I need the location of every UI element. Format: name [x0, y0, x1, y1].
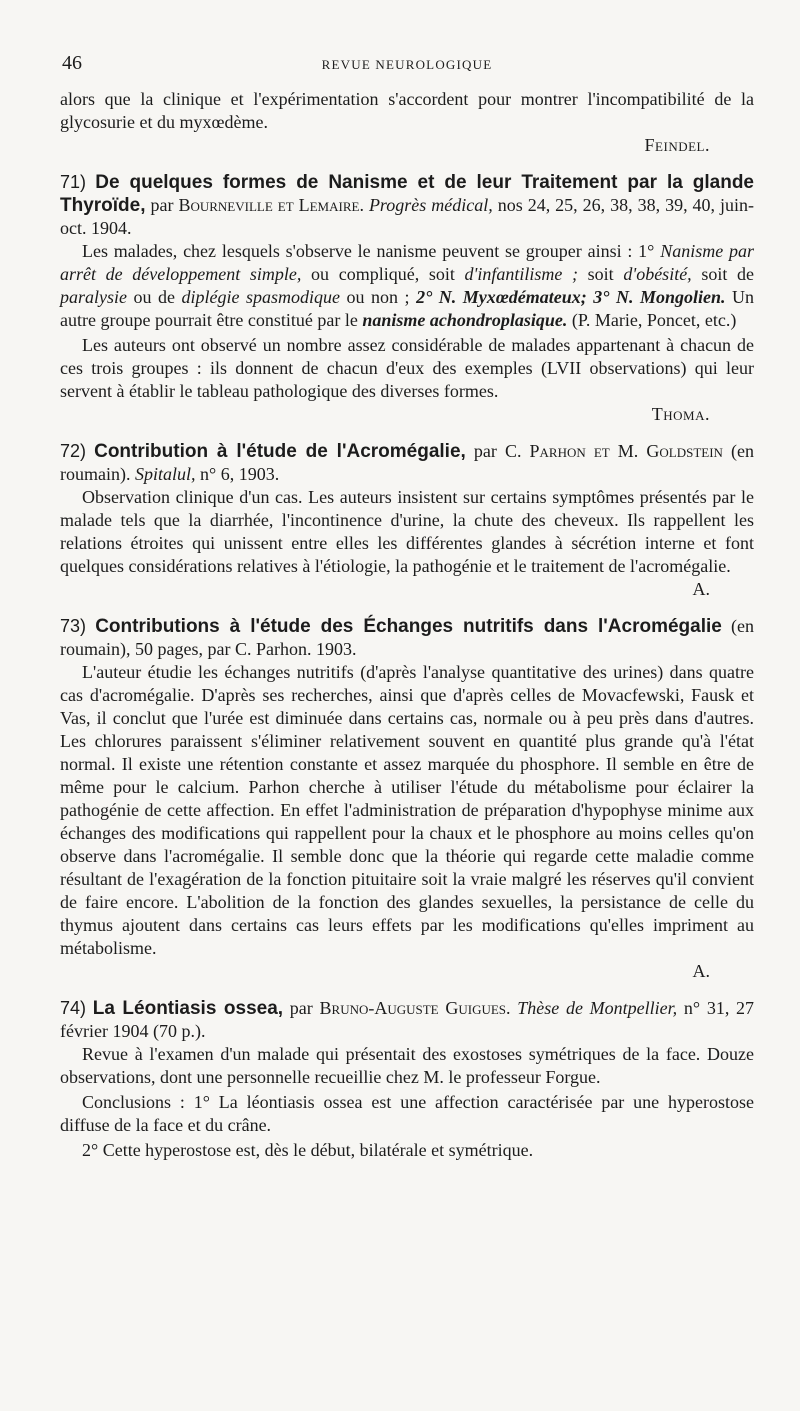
entry-paragraph: 2° Cette hyperostose est, dès le début, bilatérale et symétrique.: [82, 1140, 534, 1160]
bold-italic-run: nanisme achondroplasique.: [362, 310, 568, 330]
entry-details: n° 6, 1903.: [200, 464, 280, 484]
entry-title: [60, 997, 754, 1043]
text-run: Les malades, chez lesquels s'observe le nanisme peuvent se grouper ainsi : 1°: [82, 241, 661, 261]
italic-run: d'infantilisme ;: [464, 264, 579, 284]
entry-signature: [60, 960, 754, 983]
entry-title-text: Contributions à l'étude des Échanges nutritifs dans l'Acromégalie: [95, 616, 722, 637]
entry-title: [60, 440, 754, 486]
entry-73: [60, 615, 754, 983]
entry-74: [60, 997, 754, 1162]
entry-number: 72): [60, 441, 87, 461]
entry-paragraph: Revue à l'examen d'un malade qui présentait des exostoses symétriques de la face. Douze observations, dont une personnelle recueillie chez M. le professeur Forgue.: [60, 1044, 754, 1087]
journal-title: REVUE NEUROLOGIQUE: [321, 57, 493, 72]
text-run: soit: [578, 264, 624, 284]
entry-signature: [60, 403, 754, 426]
entry-number: 74): [60, 998, 87, 1018]
entry-title-text: Contribution à l'étude de l'Acromégalie,: [94, 441, 466, 462]
entry-paragraph: [60, 240, 754, 332]
article-body: [60, 88, 754, 1162]
entry-source: Spitalul,: [134, 464, 196, 484]
entry-details: (en roumain), 50 pages, par C. Parhon. 1903.: [60, 616, 755, 659]
text-run: ou compliqué, soit: [301, 264, 465, 284]
italic-run: diplégie spasmodique: [181, 287, 341, 307]
italic-run: paralysie: [60, 287, 127, 307]
entry-paragraph: Conclusions : 1° La léontiasis ossea est une affection caractérisée par une hyperostose diffuse de la face et du crâne.: [60, 1092, 754, 1135]
text-run: (P. Marie, Poncet, etc.): [567, 310, 737, 330]
signature-text: Thoma.: [651, 404, 710, 424]
text-run: ou de: [127, 287, 182, 307]
text-run: ou non ;: [340, 287, 417, 307]
signature-text: A.: [692, 961, 710, 981]
intro-paragraph: alors que la clinique et l'expérimentation s'accordent pour montrer l'incompatibilité de la glycosurie et du myxœdème.: [60, 89, 754, 132]
entry-paragraph: L'auteur étudie les échanges nutritifs (d'après l'analyse quantitative des urines) dans quatre cas d'acromégalie. D'après ses recherches, ainsi que d'après celles de Movacfewski, Fausk et Vas, il conclut que l'urée est diminuée dans certains cas, normale ou à peu près dans d'autres. Les chlorures paraissent s'éliminer relativement souvent en quantité plus grande qu'à l'état normal. Il existe une rétention constante et assez marquée du phosphore. Il semble en être de même pour le calcium. Parhon cherche à utiliser l'étude du métabolisme pour éclairer la pathogénie de cette affection. En effet l'administration de préparation d'hypophyse minime aux échanges des modifications qui rappellent pour la chaux et le phosphore au moins celles qu'on observe dans l'acromégalie. Il semble donc que la théorie qui regarde cette maladie comme résultant de l'exagération de la fonction pituitaire soit la vraie malgré les réserves qu'il convient de faire encore. L'abolition de la fonction des glandes sexuelles, la persistance de celle du thymus ajoutent dans certains cas leurs effets par les modifications qu'elles impriment au métabolisme.: [60, 662, 754, 958]
page-number: 46: [62, 52, 82, 74]
entry-title-text: De quelques formes de Nanisme et de leur Traitement par la glande Thyroïde,: [60, 172, 754, 216]
text-run: soit de: [691, 264, 754, 284]
italic-run: Nanisme par arrêt de développement simple,: [60, 241, 754, 284]
entry-paragraph: Les auteurs ont observé un nombre assez considérable de malades appartenant à chacun de ces trois groupes : ils donnent de chacun d'eux des exemples (LVII observations) qui leur servent à établir le tableau pathologique des diverses formes.: [60, 335, 754, 401]
entry-authors: Bourneville et Lemaire.: [178, 195, 364, 215]
entry-by: par: [473, 441, 497, 461]
entry-number: 73): [60, 616, 87, 636]
entry-source: Progrès médical,: [368, 195, 493, 215]
entry-title-text: La Léontiasis ossea,: [92, 998, 284, 1019]
italic-run: d'obésité,: [623, 264, 692, 284]
bold-italic-run: 2° N. Myxœdémateux; 3° N. Mongolien.: [416, 287, 726, 307]
entry-72: [60, 440, 754, 601]
intro-signature: [60, 134, 754, 157]
entry-authors: C. Parhon et M. Goldstein: [504, 441, 723, 461]
entry-title: [60, 615, 754, 661]
entry-by: par: [289, 998, 313, 1018]
signature-text: Feindel.: [644, 135, 710, 155]
entry-source: Thèse de Montpellier,: [517, 998, 678, 1018]
text-run: Un autre groupe pourrait être constitué par le: [60, 287, 755, 330]
entry-number: 71): [60, 172, 87, 192]
entry-details: nos 24, 25, 26, 38, 38, 39, 40, juin-oct. 1904.: [60, 195, 755, 238]
entry-details: n° 31, 27 février 1904 (70 p.).: [60, 998, 755, 1041]
entry-authors: Bruno-Auguste Guigues.: [319, 998, 511, 1018]
page-header: [60, 52, 754, 76]
entry-71: [60, 171, 754, 426]
entry-signature: [60, 578, 754, 601]
entry-title: [60, 171, 754, 240]
signature-text: A.: [692, 579, 710, 599]
entry-paragraph: Observation clinique d'un cas. Les auteurs insistent sur certains symptômes présentés par le malade tels que la diarrhée, l'incontinence d'urine, la chute des cheveux. Ils rappellent les relations étroites qui unissent entre elles les différentes glandes à sécrétion interne et font quelques considérations relatives à l'étiologie, la pathogénie et le traitement de l'acromégalie.: [60, 487, 754, 576]
entry-language: (en roumain).: [60, 441, 754, 484]
entry-by: par: [150, 195, 174, 215]
